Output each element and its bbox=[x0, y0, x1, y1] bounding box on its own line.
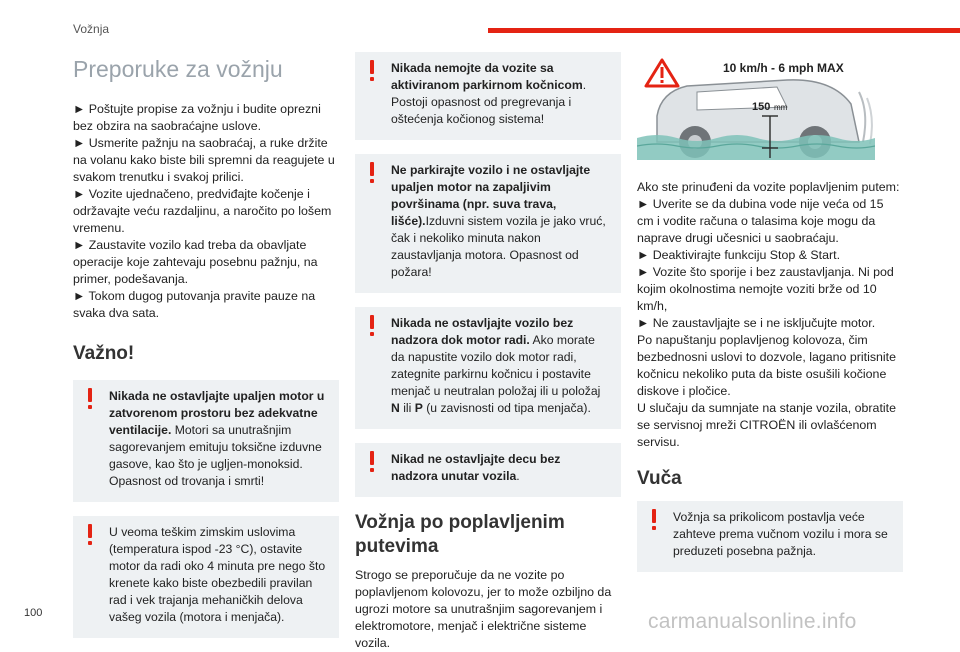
warning-text: Nikada nemojte da vozite sa aktiviranom parkirnom kočnicom. Postoji opasnost od pregrevanja i oštećenja kočionog sistema! bbox=[391, 61, 587, 126]
column-right bbox=[637, 52, 903, 586]
bullet-1: ► Poštujte propise za vožnju i budite oprezni bez obzira na saobraćajne uslove. bbox=[73, 102, 321, 133]
important-heading: Važno! bbox=[73, 343, 135, 364]
warning-box-towing bbox=[637, 501, 903, 572]
bullet-2: ► Usmerite pažnju na saobraćaj, a ruke držite na volanu kako biste bili spremni da reagujete u svakom trenutku i svakoj prilici. bbox=[73, 136, 335, 184]
column-left bbox=[73, 52, 339, 652]
flood-bullet-2: ► Deaktivirajte funkciju Stop & Start. bbox=[637, 248, 841, 262]
section-label: Vožnja bbox=[73, 22, 110, 36]
warning-text: Nikad ne ostavljajte decu bez nadzora unutar vozila. bbox=[391, 452, 561, 483]
flood-service: U slučaju da sumnjate na stanje vozila, obratite se servisnoj mreži CITROËN ili ovlašćenom servisu. bbox=[637, 401, 896, 449]
warning-exclamation-icon bbox=[367, 60, 377, 82]
flood-illustration bbox=[637, 52, 875, 160]
warning-exclamation-icon bbox=[367, 162, 377, 184]
warning-exclamation-icon bbox=[367, 315, 377, 337]
warning-text: Vožnja sa prikolicom postavlja veće zahteve prema vučnom vozilu i mora se preduzeti posebna pažnja. bbox=[673, 510, 888, 558]
warning-exclamation-icon bbox=[367, 451, 377, 473]
warning-text: Nikada ne ostavljajte upaljen motor u zatvorenom prostoru bez adekvatne ventilacije. Motori sa unutrašnjim sagorevanjem emituju toksične izduvne gasove, kao što je ugljen-monoksid. Opasnost od trovanja i smrti! bbox=[109, 389, 325, 488]
header-accent-bar bbox=[488, 28, 960, 33]
page-title: Preporuke za vožnju bbox=[73, 56, 283, 82]
flood-after: Po napuštanju poplavljenog kolovoza, čim bezbednosni uslovi to dozvole, lagano pritisnite kočnicu nekoliko puta da biste osušili kočione diskove i pločice. bbox=[637, 333, 896, 398]
warning-triangle-icon bbox=[646, 60, 678, 86]
depth-unit: mm bbox=[774, 103, 788, 112]
bullet-5: ► Tokom dugog putovanja pravite pauze na svaka dva sata. bbox=[73, 289, 316, 320]
page-number: 100 bbox=[24, 607, 43, 619]
warning-box-ventilation bbox=[73, 380, 339, 502]
warning-box-parking-brake bbox=[355, 52, 621, 140]
flood-bullet-4: ► Ne zaustavljajte se i ne isključujte motor. bbox=[637, 316, 876, 330]
warning-box-children bbox=[355, 443, 621, 497]
speed-label: 10 km/h - 6 mph MAX bbox=[723, 61, 844, 75]
watermark: carmanualsonline.info bbox=[648, 610, 857, 633]
warning-text: Ne parkirajte vozilo i ne ostavljajte upaljen motor na zapaljivim površinama (npr. suva trava, lišće).Izduvni sistem vozila je jako vruć, čak i nekoliko minuta nakon zaustavljanja motora. Opasnost od požara! bbox=[391, 163, 606, 279]
bullet-4: ► Zaustavite vozilo kad treba da obavljate operacije koje zahtevaju posebnu pažnju, na primer, podešavanja. bbox=[73, 238, 318, 286]
warning-exclamation-icon bbox=[85, 524, 95, 546]
warning-exclamation-icon bbox=[85, 388, 95, 410]
warning-exclamation-icon bbox=[649, 509, 659, 531]
warning-box-winter bbox=[73, 516, 339, 638]
towing-heading: Vuča bbox=[637, 468, 682, 489]
depth-label: 150 bbox=[752, 101, 771, 113]
flood-bullet-1: ► Uverite se da dubina vode nije veća od 15 cm i vodite računa o talasima koje mogu da naprave drugi učesnici u saobraćaju. bbox=[637, 197, 884, 245]
water-icon bbox=[637, 135, 875, 160]
flood-paragraph: Strogo se preporučuje da ne vozite po poplavljenom kolovozu, jer to može ozbiljno da ugrozi motore sa unutrašnjim sagorevanjem i elektromotore, menjač i električne sisteme vozila. bbox=[355, 568, 612, 650]
flood-intro: Ako ste prinuđeni da vozite poplavljenim putem: bbox=[637, 180, 900, 194]
flood-bullet-3: ► Vozite što sporije i bez zaustavljanja. Ni pod kojim okolnostima nemojte voziti brže od 10 km/h, bbox=[637, 265, 894, 313]
warning-text: U veoma teškim zimskim uslovima (temperatura ispod -23 °C), ostavite motor da radi oko 4 minuta pre nego što krenete kako biste obezbedili pravilan rad i vek trajanja mehaničkih delova vašeg vozila (motora i menjača). bbox=[109, 525, 326, 624]
warning-box-flammable bbox=[355, 154, 621, 293]
warning-text: Nikada ne ostavljajte vozilo bez nadzora dok motor radi. Ako morate da napustite vozilo dok motor radi, zategnite parkirnu kočnicu i postavite menjač u neutralan položaj ili u položaj N ili P (u zavisnosti od tipa menjača). bbox=[391, 316, 601, 415]
flood-heading: Vožnja po poplavljenim putevima bbox=[355, 512, 565, 557]
bullet-3: ► Vozite ujednačeno, predviđajte kočenje i održavajte veću razdaljinu, a naročito po lošem vremenu. bbox=[73, 187, 332, 235]
warning-box-unattended bbox=[355, 307, 621, 429]
column-middle bbox=[355, 52, 621, 652]
